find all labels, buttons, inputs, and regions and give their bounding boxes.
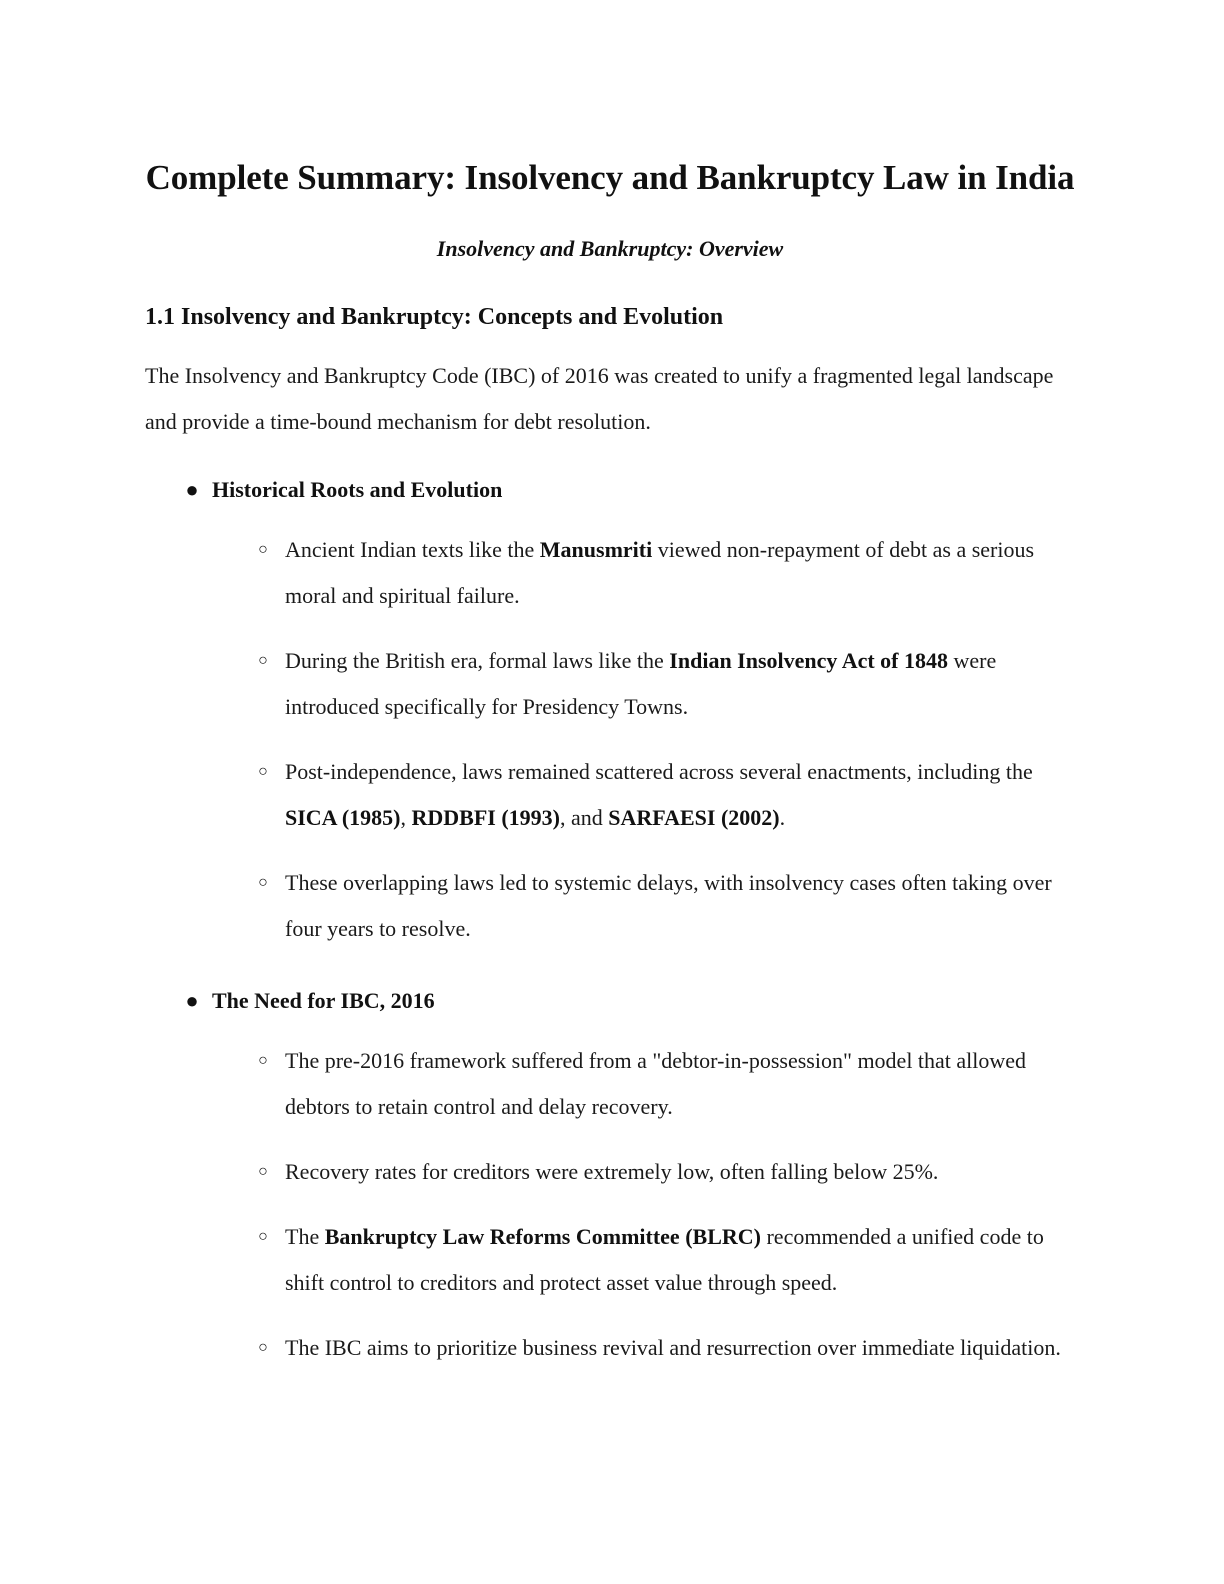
body-text: The [285, 1223, 325, 1249]
body-text: The pre-2016 framework suffered from a "debtor-in-possession" model that allowed debtors to retain control and delay recovery. [285, 1047, 1027, 1119]
body-text: Ancient Indian texts like the [285, 536, 540, 562]
outline-group [145, 978, 1075, 1371]
body-text: Post-independence, laws remained scattered across several enactments, including the [285, 758, 1033, 784]
emphasis-text: RDDBFI (1993) [411, 804, 561, 830]
list-item [212, 860, 1075, 952]
bullet-circle-icon: ○ [258, 1338, 268, 1356]
list-item [212, 527, 1075, 619]
section-heading: 1.1 Insolvency and Bankruptcy: Concepts and Evolution [145, 304, 724, 331]
emphasis-text: Manusmriti [539, 536, 653, 562]
list-item-text [285, 749, 1075, 841]
intro-paragraph: The Insolvency and Bankruptcy Code (IBC) of 2016 was created to unify a fragmented legal landscape and provide a time-bound mechanism for debt resolution. [145, 362, 1054, 434]
bullet-circle-icon: ○ [258, 1227, 268, 1245]
list-item [212, 1325, 1075, 1371]
emphasis-text: Bankruptcy Law Reforms Committee (BLRC) [324, 1223, 761, 1249]
outline-sublist [212, 1038, 1075, 1371]
body-text: were introduced specifically for Presidency Towns. [285, 647, 997, 719]
bullet-disc-icon: ● [185, 476, 199, 502]
bullet-circle-icon: ○ [258, 1051, 268, 1069]
emphasis-text: SARFAESI (2002) [608, 804, 780, 830]
bullet-circle-icon: ○ [258, 651, 268, 669]
bullet-circle-icon: ○ [258, 540, 268, 558]
body-text: viewed non-repayment of debt as a serious moral and spiritual failure. [285, 536, 1035, 608]
body-text: Recovery rates for creditors were extremely low, often falling below 25%. [285, 1158, 939, 1184]
document-content [145, 148, 1075, 1371]
bullet-circle-icon: ○ [258, 1162, 268, 1180]
list-item-text [285, 1214, 1075, 1306]
body-text: , and [560, 804, 609, 830]
bullet-circle-icon: ○ [258, 873, 268, 891]
list-item [212, 638, 1075, 730]
bullet-disc-icon: ● [185, 987, 199, 1013]
outline-group-label: Historical Roots and Evolution [212, 476, 503, 502]
list-item-text [285, 860, 1075, 952]
list-item [212, 1149, 1075, 1195]
list-item [212, 749, 1075, 841]
outline-group [145, 467, 1075, 952]
list-item-text [285, 527, 1075, 619]
list-item [212, 1214, 1075, 1306]
list-item-text [285, 1038, 1075, 1130]
outline-sublist [212, 527, 1075, 952]
body-text: . [779, 804, 786, 830]
document-subtitle: Insolvency and Bankruptcy: Overview [436, 236, 784, 262]
outline-list [145, 467, 1075, 1371]
bullet-circle-icon: ○ [258, 762, 268, 780]
body-text: These overlapping laws led to systemic delays, with insolvency cases often taking over four years to resolve. [285, 869, 1052, 941]
list-item-text [285, 1149, 1075, 1195]
list-item-text [285, 638, 1075, 730]
body-text: During the British era, formal laws like the [285, 647, 670, 673]
list-item-text [285, 1325, 1075, 1371]
page-title: Complete Summary: Insolvency and Bankruptcy Law in India [145, 158, 1075, 197]
outline-group-label: The Need for IBC, 2016 [212, 987, 435, 1013]
body-text: recommended a unified code to shift control to creditors and protect asset value through speed. [285, 1223, 1044, 1295]
body-text: , [400, 804, 412, 830]
body-text: The IBC aims to prioritize business revival and resurrection over immediate liquidation. [285, 1334, 1061, 1360]
emphasis-text: SICA (1985) [285, 804, 401, 830]
emphasis-text: Indian Insolvency Act of 1848 [669, 647, 949, 673]
list-item [212, 1038, 1075, 1130]
